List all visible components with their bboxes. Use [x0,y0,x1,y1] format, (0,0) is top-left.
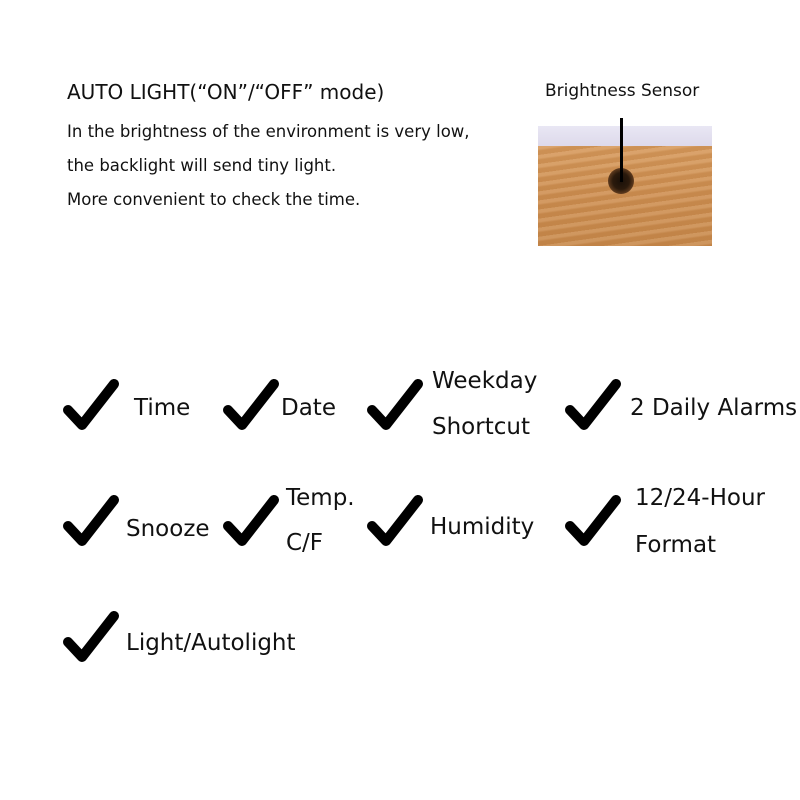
check-mark-icon [564,378,624,438]
feature-temp-label-line-2: C/F [286,530,324,556]
wood-base [538,146,712,246]
auto-light-heading: AUTO LIGHT(“ON”/“OFF” mode) [67,80,385,104]
feature-weekday-label-line-1: Weekday [432,368,538,394]
feature-temp-label-line-1: Temp. [286,485,355,511]
check-mark-icon [366,378,426,438]
check-mark-icon [222,494,282,554]
clock-display-edge [538,126,712,148]
auto-light-line-3: More convenient to check the time. [67,190,361,209]
check-mark-icon [222,378,282,438]
sensor-pointer-line [620,118,623,182]
check-mark-icon [564,494,624,554]
auto-light-line-1: In the brightness of the environment is very low, [67,122,470,141]
feature-weekday-label-line-2: Shortcut [432,414,530,440]
check-mark-icon [62,610,122,670]
feature-humidity-label: Humidity [430,514,535,540]
feature-hour-format-label-line-2: Format [635,532,717,558]
feature-snooze-label: Snooze [126,516,210,542]
feature-date-label: Date [281,395,336,421]
feature-time-label: Time [134,395,191,421]
feature-hour-format-label-line-1: 12/24-Hour [635,485,765,511]
check-mark-icon [62,378,122,438]
feature-light-autolight-label: Light/Autolight [126,630,296,656]
brightness-sensor-label: Brightness Sensor [545,81,700,101]
feature-daily-alarms-label: 2 Daily Alarms [630,395,798,421]
check-mark-icon [62,494,122,554]
auto-light-line-2: the backlight will send tiny light. [67,156,337,175]
check-mark-icon [366,494,426,554]
